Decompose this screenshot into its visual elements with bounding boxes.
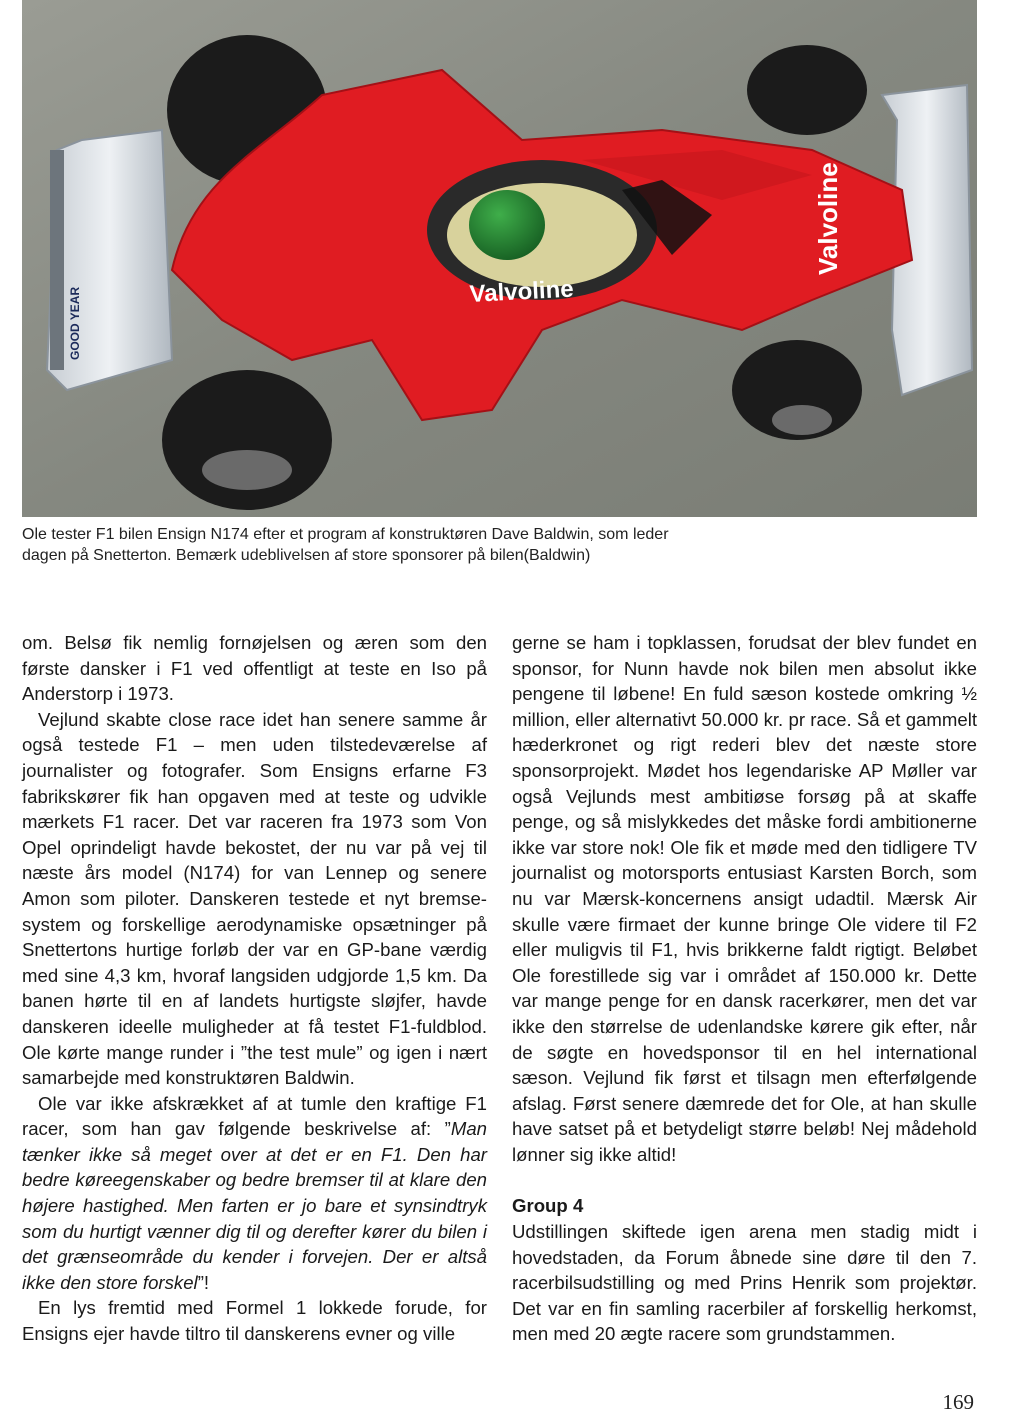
caption-line-1: Ole tester F1 bilen Ensign N174 efter et program af konstruktøren Dave Baldwin, som leder [22, 526, 669, 543]
paragraph: Vejlund skabte close race idet han senere samme år også testede F1 – men uden tilstedeværelse af journalister og fotografer. Som Ensigns erfarne F3 fabrikskører fik han opgaven med at teste og udvikle mærkets F1 racer. Det var raceren fra 1973 som Von Opel oprindeligt havde bekostet, der nu var på vej til næste års model (N174) for van Lennep og senere Amon som piloter. Danskeren testede et nyt bremsesystem og forskellige aerodynamiske opsætninger på Snettertons hurtige forløb der var en GP-bane værdig med sine 4,3 km, hvoraf langsiden udgjorde 1,5 km. Da banen hørte til en af landets hurtigste sløjfer, havde danskeren ideelle muligheder at få testet F1-fuldblod. Ole kørte mange runder i ”the test mule” og igen i nært samarbejde med konstruktøren Baldwin. [22, 708, 487, 1089]
photo-caption [22, 524, 922, 566]
caption-line-2: dagen på Snetterton. Bemærk udeblivelsen af store sponsorer på bilen(Baldwin) [22, 547, 591, 564]
section-heading: Group 4 [512, 1195, 584, 1217]
paragraph: En lys fremtid med Formel 1 lokkede forude, for Ensigns ejer havde tiltro til danskerens evner og ville [22, 1297, 487, 1345]
paragraph: Udstillingen skiftede igen arena men stadig midt i hovedstaden, da Forum åbnede sine døre til den 7. racerbilsudstilling og med Prins Henrik som projektør. Det var en fin samling racerbiler af forskellig herkomst, men med 20 ægte racere som grundstammen. [512, 1221, 977, 1345]
paragraph: om. Belsø fik nemlig fornøjelsen og æren som den første dansker i F1 ved offentligt at teste en Iso på Anderstorp i 1973. [22, 632, 487, 705]
sponsor-logo-side: Valvoline [468, 275, 575, 308]
rear-wing-logo: GOOD YEAR [68, 286, 82, 360]
sponsor-logo-nose: Valvoline [813, 162, 843, 275]
page-number: 169 [942, 1390, 974, 1414]
quote-text: Man tænker ikke så meget over at det er en F1. Den har bedre køreegenskaber og bedre bremser til at klare den højere hastighed. Men farten er jo bare et synsindtryk som du hurtigt vænner dig til og derefter kører du bilen i det grænseområde du kender i forvejen. Der er altså ikke den store forskel [22, 1118, 487, 1293]
right-column [512, 630, 977, 1347]
rear-wing [47, 130, 172, 390]
race-car-illustration [22, 0, 977, 517]
quote-intro: Ole var ikke afskrækket af at tumle den kraftige F1 racer, som han gav følgende beskrivelse af: ” [22, 1092, 487, 1140]
left-column [22, 630, 487, 1347]
quote-end: ”! [197, 1271, 210, 1293]
paragraph: gerne se ham i topklassen, forudsat der blev fundet en sponsor, for Nunn havde nok bilen men absolut ikke pengene til løbene! En fuld sæson kostede omkring ½ million, eller alternativt 50.000 kr. pr race. Så et gammelt hæderkronet og rigt rederi blev det næste store sponsorprojekt. Mødet hos legendariske AP Møller var også Vejlunds mest ambitiøse forsøg på at skaffe penge, og så mislykkedes det måske fordi ambitionerne ikke var store nok! Ole fik et møde med den tidligere TV journalist og motorsports entusiast Karsten Borch, som nu var Mærsk-koncernens ansigt udadtil. Mærsk Air skulle være firmaet der kunne bringe Ole videre til F2 eller muligvis til F1, hvis brikkerne faldt rigtigt. Beløbet Ole forestillede sig var i området af 150.000 kr. Dette var mange penge for en dansk racerkører, men det var ikke den størrelse de udenlandske kørere gik efter, når de søgte en hovedsponsor til en hel international sæson. Vejlund fik først et tilsagn men efterfølgende afslag. Først senere dæmrede det for Ole, at han skulle have satset på et betydeligt større beløb! Nej mådehold lønner sig ikke altid! [512, 632, 977, 1165]
race-car-photo [22, 0, 977, 517]
quote-paragraph [22, 1091, 487, 1296]
